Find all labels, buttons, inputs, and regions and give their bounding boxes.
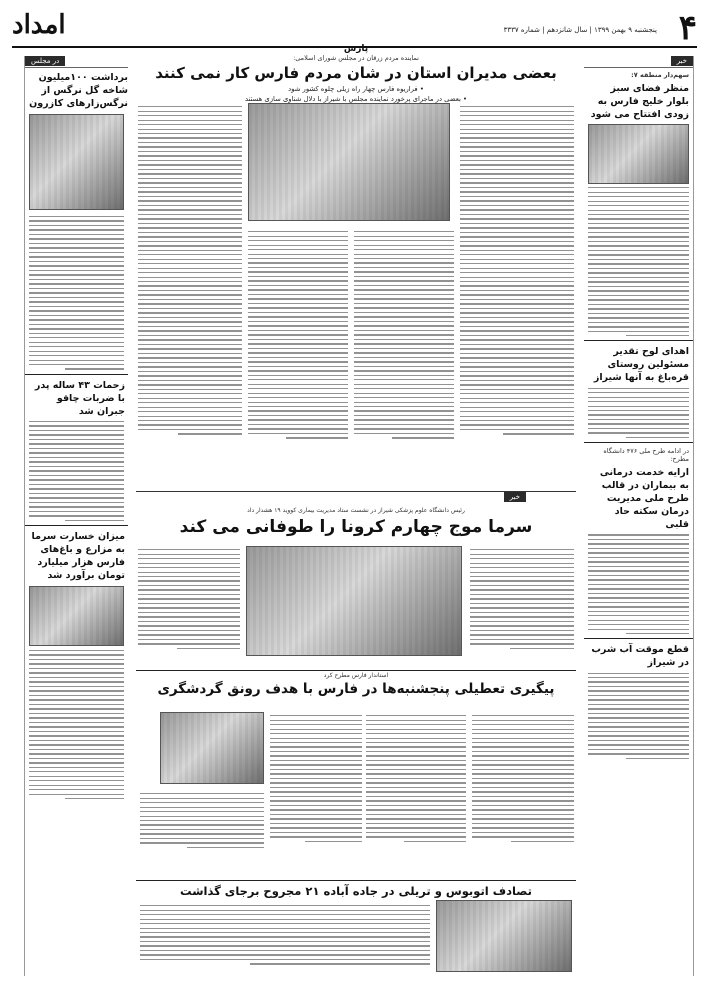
boulevard-photo	[588, 124, 689, 184]
third-story-kicker: استاندار فارس مطرح کرد	[323, 672, 389, 679]
third-col2	[366, 712, 466, 845]
left-story1-body	[25, 216, 128, 370]
top-story-bullet1: • فراریوه فارس چهار راه زیلی چلوه کشور شود	[288, 85, 424, 93]
left-story2-body	[25, 421, 128, 521]
third-story-headline: پیگیری تعطیلی پنجشنبه‌ها در فارس با هدف رونق گردشگری	[157, 681, 555, 697]
narcissus-field-photo	[29, 114, 124, 210]
third-story	[136, 672, 576, 699]
right-story3-title: ارایه خدمت درمانی به بیماران در قالب طرح ملی مدیریت درمان سکته حاد قلبی	[599, 467, 689, 531]
divider	[136, 670, 576, 671]
top-story-kicker2: نماینده مردم زرقان در مجلس شورای اسلامی:	[293, 54, 419, 62]
right-story3-body	[584, 534, 693, 634]
newspaper-logo: امداد	[12, 10, 66, 40]
left-section-badge: در مجلس	[25, 56, 65, 66]
third-col3	[270, 712, 362, 845]
page-number: ۴	[678, 8, 697, 48]
covid-meeting-photo	[246, 546, 462, 656]
bottom-story	[136, 882, 576, 900]
right-story1-body	[584, 187, 693, 336]
mp-portrait-photo	[248, 103, 450, 221]
center-section-badge: خبر	[504, 492, 526, 502]
feature-kicker: رئیس دانشگاه علوم پزشکی شیراز در نشست ستاد مدیریت بیماری کووید ۱۹ هشدار داد	[247, 507, 465, 514]
center-section-bar	[136, 491, 576, 503]
left-story3-body	[25, 650, 128, 799]
bus-accident-photo	[436, 900, 572, 972]
right-story1-title: منظر فضای سبز بلوار خلیج فارس به زودی افتتاح می شود	[590, 83, 689, 120]
third-col1	[472, 712, 574, 845]
left-section-header	[25, 56, 128, 68]
top-story-col1	[460, 103, 574, 438]
issue-line: پنجشنبه ۹ بهمن ۱۳۹۹ | سال شانزدهم | شماره ۳۳۳۷	[503, 26, 657, 34]
right-column	[584, 56, 694, 976]
feature-headline: سرما موج چهارم کرونا را طوفانی می کند	[179, 517, 533, 537]
top-story-bullet2: • بعضی در ماجرای پرخورد نماینده مجلس با شیراز با دلال شناوی سازی هستند	[244, 95, 468, 103]
feature-story	[136, 507, 576, 537]
divider-2	[136, 880, 576, 881]
left-story2-title: زحمات ۴۳ ساله پدر با ضربات چاقو جبران شد	[34, 379, 125, 417]
top-story-col3	[248, 228, 348, 442]
top-story-col4	[138, 103, 242, 438]
bottom-story-body	[140, 902, 430, 968]
feature-col1	[470, 546, 574, 652]
top-story	[136, 40, 576, 104]
top-story-headline: بعضی مدیران استان در شان مردم فارس کار نمی کنند	[155, 64, 557, 82]
right-story1-kicker: سهم‌دار منطقه ۷:	[631, 71, 689, 79]
feature-col3	[138, 546, 240, 652]
right-story2-title: اهدای لوح تقدیر مسئولین روستای قرەباغ به آنها شیراز	[593, 346, 689, 384]
left-story3-title: میزان خسارت سرما به مزارع و باغ‌های فارس هزار میلیارد تومان برآورد شد	[31, 531, 125, 581]
frost-damage-photo	[29, 586, 124, 646]
right-section-badge: خبر	[671, 56, 693, 66]
right-story3-kicker: در ادامه طرح ملی ۴۷۶ دانشگاه مطرح:	[603, 447, 689, 464]
left-story1-title: برداشت ۱۰۰میلیون شاخه گل نرگس از نرگس‌زارهای کازرون	[29, 72, 128, 109]
right-story2-body	[584, 388, 693, 439]
top-story-col2	[354, 228, 454, 442]
left-column	[24, 56, 128, 976]
right-story4-body	[584, 673, 693, 760]
governor-photo	[160, 712, 264, 784]
bottom-story-headline: تصادف اتوبوس و تریلی در جاده آباده ۲۱ مجروح برجای گذاشت	[180, 884, 532, 898]
third-col4	[140, 790, 264, 851]
top-story-kicker: پارس	[343, 44, 369, 54]
right-story4-title: قطع موقت آب شرب در شیراز	[591, 644, 689, 669]
right-section-header	[584, 56, 693, 68]
